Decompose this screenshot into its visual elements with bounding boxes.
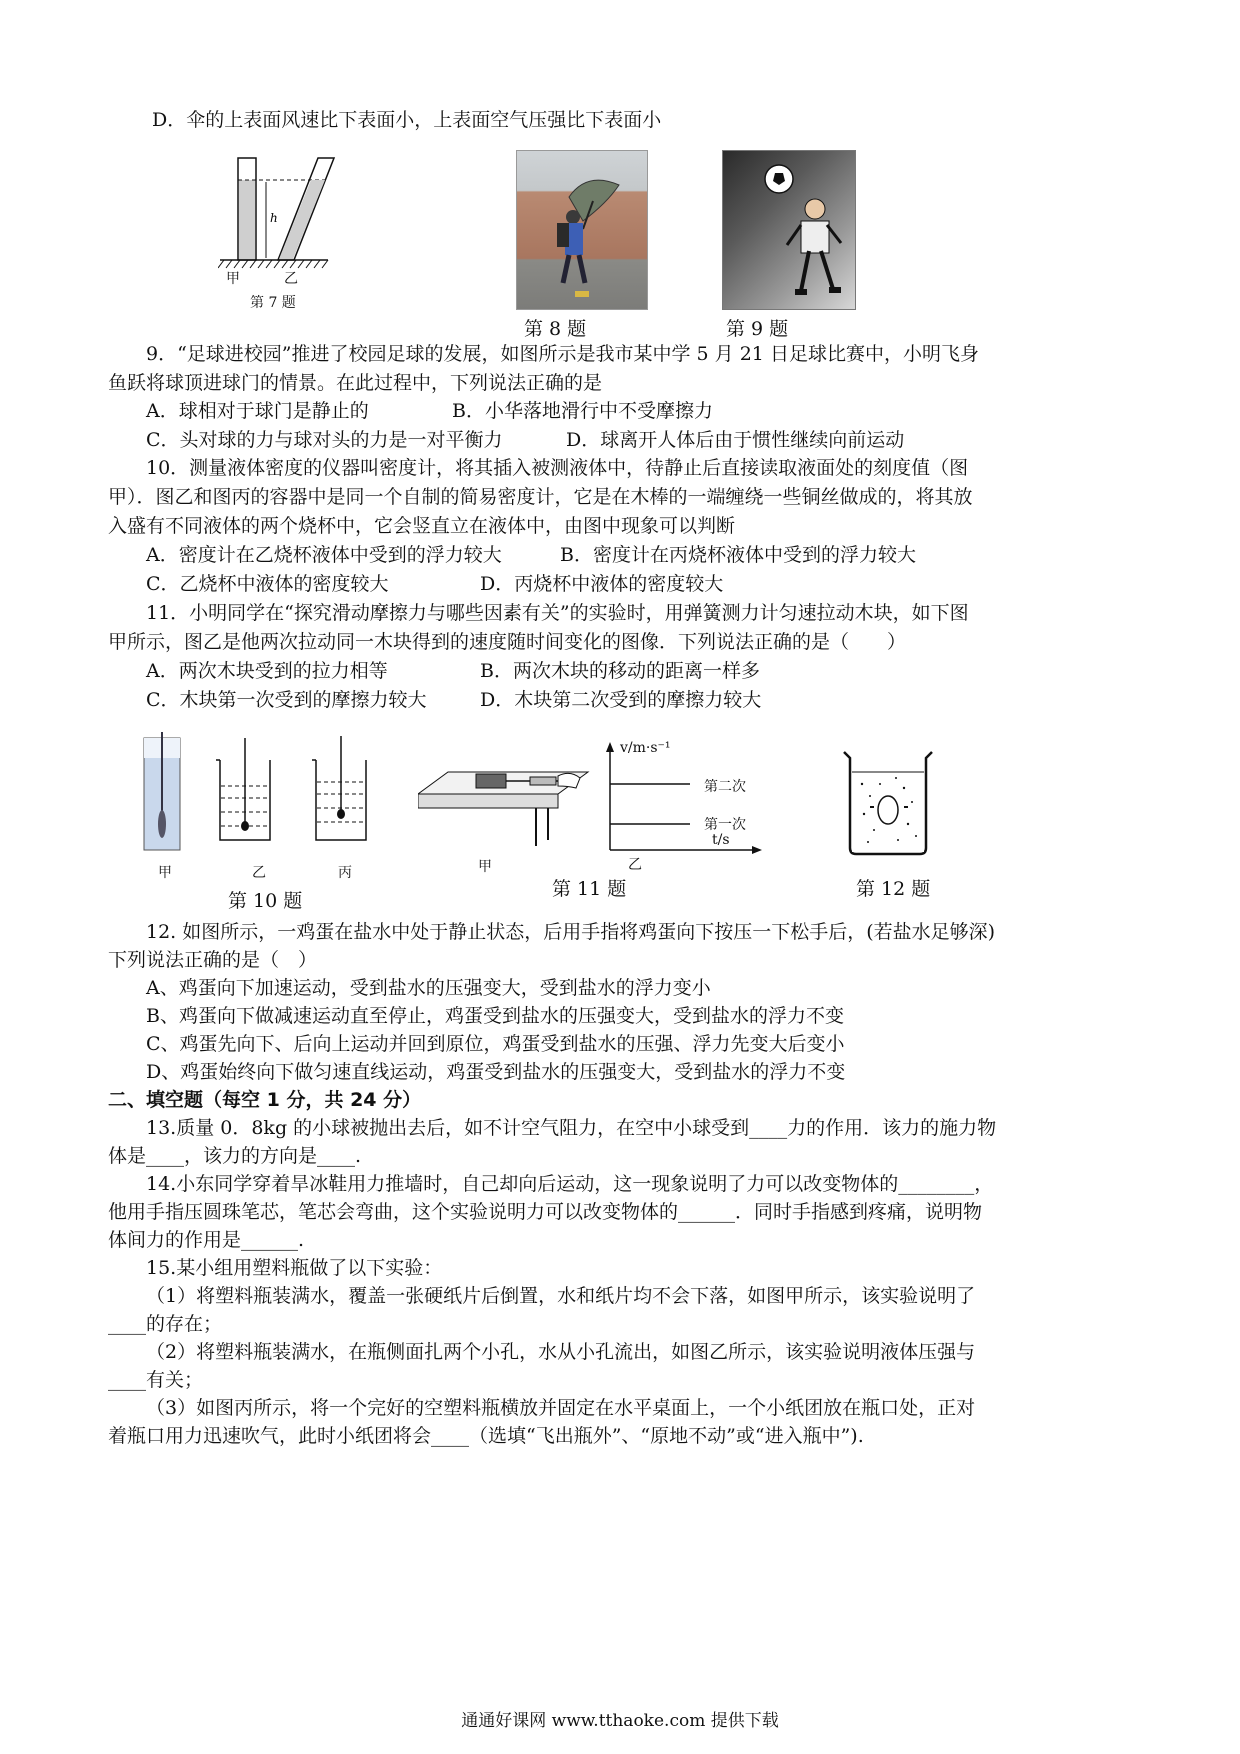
fig10-yi-label: 乙: [252, 865, 266, 881]
q15-part1-line1: （1）将塑料瓶装满水，覆盖一张硬纸片后倒置，水和纸片均不会下落，如图甲所示，该实验说明了: [146, 1285, 976, 1307]
fig10-jia-label: 甲: [158, 865, 172, 881]
q10-option-a: A．密度计在乙烧杯液体中受到的浮力较大: [146, 544, 502, 566]
q11-option-a: A．两次木块受到的拉力相等: [146, 660, 388, 682]
q10-option-c: C．乙烧杯中液体的密度较大: [146, 573, 389, 595]
q8-option-d: D．伞的上表面风速比下表面小，上表面空气压强比下表面小: [152, 109, 662, 131]
fig7-caption: 第 7 题: [250, 295, 296, 311]
q10-stem-line3: 入盛有不同液体的两个烧杯中，它会竖直立在液体中，由图中现象可以判断: [108, 515, 736, 537]
graph-series-second: 第二次: [704, 779, 746, 795]
figure-11-table-block: [418, 760, 598, 850]
fig7-jia-label: 甲: [226, 271, 240, 287]
q9-option-d: D．球离开人体后由于惯性继续向前运动: [566, 429, 905, 451]
q10-option-b: B．密度计在丙烧杯液体中受到的浮力较大: [560, 544, 916, 566]
fig8-caption: 第 8 题: [524, 318, 587, 340]
fig7-h-label: h: [270, 211, 278, 225]
graph-xlabel: t/s: [712, 832, 730, 848]
q13-line1: 13.质量 0．8kg 的小球被抛出去后，如不计空气阻力，在空中小球受到____力的作用．该力的施力物: [146, 1117, 997, 1139]
graph-ylabel: v/m·s⁻¹: [620, 740, 671, 756]
fig10-bing-label: 丙: [338, 865, 352, 881]
figure-11-vt-graph: [596, 740, 766, 870]
fig7-yi-label: 乙: [284, 271, 298, 287]
section-heading-fill-blank: 二、填空题（每空 1 分，共 24 分）: [108, 1089, 422, 1111]
q15-stem: 15.某小组用塑料瓶做了以下实验：: [146, 1257, 443, 1279]
figure-10-hydrometers: [140, 732, 380, 862]
q14-line1: 14.小东同学穿着旱冰鞋用力推墙时，自己却向后运动，这一现象说明了力可以改变物体的________，: [146, 1173, 994, 1195]
q14-line2: 他用手指压圆珠笔芯，笔芯会弯曲，这个实验说明力可以改变物体的______．同时手指感到疼痛，说明物: [108, 1201, 983, 1223]
q11-option-c: C．木块第一次受到的摩擦力较大: [146, 689, 427, 711]
q12-option-c: C、鸡蛋先向下、后向上运动并回到原位，鸡蛋受到盐水的压强、浮力先变大后变小: [146, 1033, 845, 1055]
q15-part2-line2: ____有关；: [108, 1369, 204, 1391]
q11-option-b: B．两次木块的移动的距离一样多: [480, 660, 760, 682]
fig11-yi-label: 乙: [628, 857, 642, 873]
q9-option-c: C．头对球的力与球对头的力是一对平衡力: [146, 429, 503, 451]
q15-part3-line1: （3）如图丙所示，将一个完好的空塑料瓶横放并固定在水平桌面上，一个小纸团放在瓶口处，正对: [146, 1397, 976, 1419]
figure-8-photo: [516, 150, 648, 310]
q9-option-a: A．球相对于球门是静止的: [146, 400, 369, 422]
q15-part1-line2: ____的存在；: [108, 1313, 223, 1335]
q10-stem-line1: 10．测量液体密度的仪器叫密度计，将其插入被测液体中，待静止后直接读取液面处的刻度值（图: [146, 457, 969, 479]
q9-stem-line1: 9．“足球进校园”推进了校园足球的发展，如图所示是我市某中学 5 月 21 日足球比赛中，小明飞身: [146, 343, 979, 365]
graph-series-first: 第一次: [704, 817, 746, 833]
figure-12-egg-beaker: [840, 744, 936, 860]
q10-option-d: D．丙烧杯中液体的密度较大: [480, 573, 724, 595]
q14-line3: 体间力的作用是______.: [108, 1229, 305, 1251]
q15-part3-line2: 着瓶口用力迅速吹气，此时小纸团将会____（选填“飞出瓶外”、“原地不动”或“进入瓶中”).: [108, 1425, 864, 1447]
fig11-caption: 第 11 题: [552, 878, 627, 900]
q11-stem-line1: 11．小明同学在“探究滑动摩擦力与哪些因素有关”的实验时，用弹簧测力计匀速拉动木块，如下图: [146, 602, 969, 624]
q11-stem-line2: 甲所示，图乙是他两次拉动同一木块得到的速度随时间变化的图像．下列说法正确的是（ ）: [108, 631, 907, 653]
q11-option-d: D．木块第二次受到的摩擦力较大: [480, 689, 762, 711]
q9-option-b: B．小华落地滑行中不受摩擦力: [452, 400, 713, 422]
q12-option-b: B、鸡蛋向下做减速运动直至停止，鸡蛋受到盐水的压强变大，受到盐水的浮力不变: [146, 1005, 844, 1027]
fig12-caption: 第 12 题: [856, 878, 931, 900]
q12-option-a: A、鸡蛋向下加速运动，受到盐水的压强变大，受到盐水的浮力变小: [146, 977, 711, 999]
q12-option-d: D、鸡蛋始终向下做匀速直线运动，鸡蛋受到盐水的压强变大，受到盐水的浮力不变: [146, 1061, 846, 1083]
q12-stem-line1: 12. 如图所示，一鸡蛋在盐水中处于静止状态，后用手指将鸡蛋向下按压一下松手后，(若盐水足够深): [146, 921, 996, 943]
q12-stem-line2: 下列说法正确的是（ ）: [108, 949, 318, 971]
q13-line2: 体是____，该力的方向是____.: [108, 1145, 362, 1167]
fig9-caption: 第 9 题: [726, 318, 789, 340]
q15-part2-line1: （2）将塑料瓶装满水，在瓶侧面扎两个小孔，水从小孔流出，如图乙所示，该实验说明液体压强与: [146, 1341, 976, 1363]
page-footer: 通通好课网 www.tthaoke.com 提供下载: [461, 1711, 779, 1731]
figure-9-illustration: [722, 150, 856, 310]
fig11-jia-label: 甲: [478, 859, 492, 875]
q9-stem-line2: 鱼跃将球顶进球门的情景。在此过程中，下列说法正确的是: [108, 372, 603, 394]
fig10-caption: 第 10 题: [228, 890, 303, 912]
q10-stem-line2: 甲）．图乙和图丙的容器中是同一个自制的简易密度计，它是在木棒的一端缠绕一些铜丝做成的，将其放: [108, 486, 973, 508]
